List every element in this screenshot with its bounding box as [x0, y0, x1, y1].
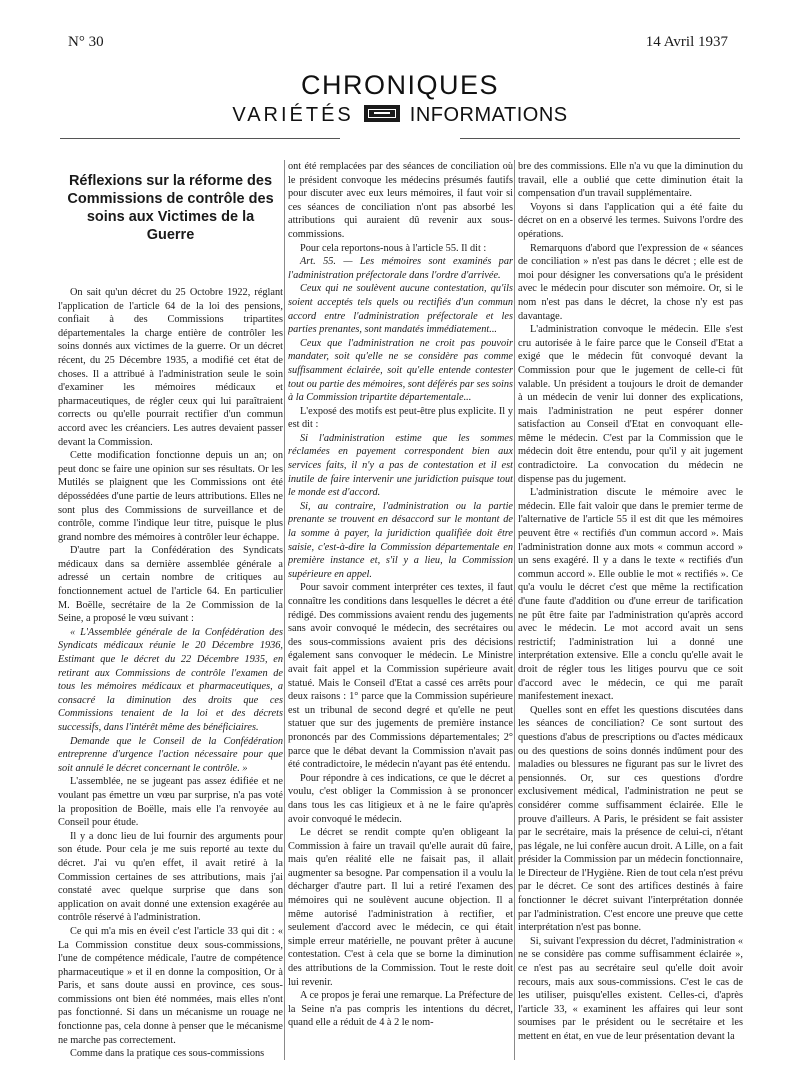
- ornament-icon: [364, 105, 400, 122]
- article-column-1: [58, 172, 283, 1072]
- article-column-2: [288, 160, 513, 1060]
- quote-paragraph: « L'Assemblée générale de la Confédération des Syndicats médicaux réunie le 20 Décembre 1936, Estimant que le décret du 22 Décembre 1935, en retirant aux Commissions de contrôle l'examen de tous les mémoires médicaux et pharmaceutiques, a consacré la diminution des droits que ces Commissions tenaient de la loi et des décrets successifs, dans l'intérêt même des bénéficiaires.: [58, 626, 283, 733]
- paragraph: L'assemblée, ne se jugeant pas assez édifiée et ne voulant pas émettre un vœu par surprise, n'a pas voté la proposition de Boëlle, mais elle l'a renvoyée au Conseil pour étude.: [58, 776, 283, 829]
- quote-paragraph: Si, au contraire, l'administration ou la partie prenante se trouvent en désaccord sur le montant de la somme à payer, la juridiction qualifiée doit être saisie, c'est-à-dire la Commission départementale en première instance et, s'il y a lieu, la Commission supérieure en appel.: [288, 500, 513, 580]
- quote-paragraph: Demande que le Conseil de la Confédération entreprenne d'urgence l'action nécessaire pour que soit annulé le décret concernant le contrôle. »: [58, 735, 283, 774]
- column-divider: [514, 160, 515, 1060]
- masthead-right-word: INFORMATIONS: [409, 104, 568, 126]
- quote-paragraph: Si l'administration estime que les sommes réclamées en payement correspondent bien aux services faits, il n'y a pas de contestation et il est inutile de faire intervenir une juridiction puisque tout le monde est d'accord.: [288, 432, 513, 499]
- paragraph: Le décret se rendit compte qu'en obligeant la Commission à faire un travail qu'elle aurait dû faire, mais qu'en réalité elle ne faisait pas, il allait augmenter sa besogne. Par compensation il a voulu la décharger d'autre part. Il lui a retiré l'examen des mémoires qui ne soulèvent aucune objection. Il a même autorisé l'administration à rectifier, et seulement d'accord avec le médecin, ce qui était simple erreur matérielle, ne pouvant prêter à aucune contestation. C'est à cela que se borne la diminution des attributions de la Commission. Tout le reste doit lui revenir.: [288, 827, 513, 988]
- paragraph: Si, suivant l'expression du décret, l'administration « ne se considère pas comme suffisamment éclairée », ce n'est pas au secrétaire seul qu'elle doit avoir recours, mais aux sous-commissions. C'est le cas de les utiliser, puisqu'elles existent. Celles-ci, d'après l'article 33, « examinent les affaires qui leur sont soumises par le président ou le secrétaire et les mettent en état, en vue de leur présentation devant la: [518, 935, 743, 1042]
- issue-number: N° 30: [68, 34, 104, 50]
- quote-paragraph: Art. 55. — Les mémoires sont examinés par l'administration préfectorale dans l'ordre d'arrivée.: [288, 256, 513, 281]
- masthead-left-word: VARIÉTÉS: [232, 104, 354, 126]
- masthead-title: CHRONIQUES: [300, 70, 499, 100]
- paragraph: Il y a donc lieu de lui fournir des arguments pour son étude. Pour cela je me suis reporté au texte du décret. J'ai vu qu'en effet, il avait retiré à la Commission certaines de ses attributions, mais j'ai constaté avec quelque surprise que dans son application on avait donné une extension exagérée au contrôle réservé à l'administration.: [58, 830, 283, 924]
- masthead-rule-left: [60, 138, 340, 139]
- paragraph: On sait qu'un décret du 25 Octobre 1922, réglant l'application de l'article 64 de la loi des pensions, confiait à des Commissions tripartites départementales la charge entière de contrôler les soins donnés aux victimes de la guerre. Or un décret récent, du 25 Décembre 1935, a modifié cet état de choses. Il a attribué à l'administration seule le soin d'examiner les mémoires médicaux et pharmaceutiques, de régler ceux qui lui paraîtraient corrects ou qu'elle pourrait rectifier d'un commun accord avec les créanciers. Les autres devaient passer devant la Commission.: [58, 287, 283, 448]
- column-divider: [284, 160, 285, 1060]
- paragraph: A ce propos je ferai une remarque. La Préfecture de la Seine n'a pas compris les intentions du décret, quand elle a réduit de 4 à 2 le nom-: [288, 990, 513, 1029]
- paragraph: Comme dans la pratique ces sous-commissions: [70, 1048, 265, 1060]
- paragraph: Pour répondre à ces indications, ce que le décret a voulu, c'est obliger la Commission à se prononcer dans tous les cas litigieux et à ne le faire qu'après avoir convoqué le médecin.: [288, 772, 513, 825]
- paragraph: Quelles sont en effet les questions discutées dans les séances de conciliation? Ce sont surtout des questions d'abus de prescriptions ou d'actes médicaux ou des questions de soins donnés indûment pour des maladies ou blessures ne figurant pas sur le livret des pensionnés. Or, sur ces questions d'ordre exclusivement médical, l'administration ne peut se considérer comme suffisamment éclairée. Elle le prouve d'ailleurs. A Paris, le président se fait assister par le secrétaire, mais la présence de celui-ci, n'étant pas légale, ne lui confère aucun droit. A Lille, on a fait présider la Commission par un médecin fonctionnaire, le Directeur de l'Hygiène. Rien de tout cela n'est prévu par le décret. Ce sont des artifices destinés à faire fonctionner le décret suivant l'interprétation donnée par l'administration. C'est encore une preuve que cette interprétation n'est pas bonne.: [518, 704, 743, 934]
- paragraph: L'administration convoque le médecin. Elle s'est cru autorisée à le faire parce que le Conseil d'Etat a exigé que le médecin fût convoqué devant la Commission pour que le jugement de celle-ci fût valable. Un président a toujours le droit de demander à un médecin de venir lui donner des explications, mais l'administration ne peut espérer donner satisfaction au Conseil d'Etat en convoquant elle-même le médecin. C'est par la Commission que le médecin doit être entendu, pour qu'il y ait jugement contradictoire. La convocation du médecin ne dispense pas du jugement.: [518, 324, 743, 485]
- masthead-rule-right: [460, 138, 740, 139]
- article-title: Réflexions sur la réforme des Commissions de contrôle des soins aux Victimes de la Guerre: [67, 173, 274, 243]
- paragraph: bre des commissions. Elle n'a vu que la diminution du travail, elle a oublié que cette diminution était la compensation d'un travail supplémentaire.: [518, 161, 743, 200]
- paragraph: Pour savoir comment interpréter ces textes, il faut connaître les conditions dans lesquelles le décret a été rédigé. Des commissions avaient rendu des jugements sans avoir convoqué le médecin, des secrétaires ou des sous-commissions avaient pris des décisions également sans convoquer le médecin. Le Ministre avait fait appel et la Commission supérieure avait statué. Mais le Conseil d'Etat a cassé ces arrêts pour deux raisons : 1° parce que la Commission supérieure est un tribunal de second degré et qu'elle ne peut statuer que sur des jugements de première instance prononcés par des Commissions départementales; 2° parce que le débat devant la Commission n'avait pas été contradictoire, le médecin n'ayant pas été entendu.: [288, 582, 513, 771]
- paragraph: D'autre part la Confédération des Syndicats médicaux dans sa dernière assemblée générale a adressé un certain nombre de critiques au fonctionnement actuel de l'article 64. En particulier M. Boëlle, secrétaire de la 2e Commission de la Seine, a proposé le vœu suivant :: [58, 545, 283, 625]
- quote-paragraph: Ceux que l'administration ne croit pas pouvoir mandater, soit qu'elle ne se considère pas comme suffisamment éclairée, soit qu'elle entende contester tout ou partie des mémoires, sont déférés par ses soins à la Commission tripartite départementale...: [288, 337, 513, 404]
- paragraph: ont été remplacées par des séances de conciliation où le président convoque les médecins présumés fautifs pour discuter avec eux leurs mémoires, il faut voir si ces séances de conciliation n'ont pas absorbé les attributions qui auraient dû revenir aux sous-commissions.: [288, 161, 513, 240]
- paragraph: Remarquons d'abord que l'expression de « séances de conciliation » n'est pas dans le décret ; elle est de moi pour désigner les conversations qu'a le président avec le médecin pour discuter son mémoire. Or, si le nom n'est pas dans le décret, la chose n'y est pas davantage.: [518, 242, 743, 322]
- paragraph: Pour cela reportons-nous à l'article 55. Il dit :: [300, 242, 487, 254]
- masthead-subtitle: [0, 104, 800, 127]
- paragraph: L'administration discute le mémoire avec le médecin. Elle fait valoir que dans le premier terme de l'alternative de l'article 55 il est dit que les mémoires peuvent être « rectifiés d'un commun accord ». Mais l'administration donne aux mots « commun accord » un sens exagéré. Il y a dans le texte « rectifiés d'un commun accord ». Elle oublie le mot « rectifiés ». Ce qu'a voulu le décret c'est que même la rectification d'une faute d'addition ou d'une erreur de tarification ne pût être faite par l'administration qu'après accord avec le médecin. Le mot accord avait un sens restrictif; l'administration lui a donné une interprétation extensive. Elle a conclu qu'elle avait le droit de régler tous les litiges pourvu que ce soit d'accord avec le médecin, ce qui me paraît manifestement inexact.: [518, 487, 743, 703]
- paragraph: Cette modification fonctionne depuis un an; on peut donc se faire une opinion sur ses résultats. Or les Mutilés se plaignent que les Commissions ont été dépossédées d'une partie de leurs attributions. Elles ne sont plus des Commissions de surveillance et de contrôle, comme l'indique leur titre, puisque le plus grand nombre des mémoires à contrôler leur échappe.: [58, 450, 283, 543]
- quote-paragraph: Ceux qui ne soulèvent aucune contestation, qu'ils soient acceptés tels quels ou rectifiés d'un commun accord entre l'administration préfectorale et les parties prenantes, sont mandatés immédiatement...: [288, 283, 513, 336]
- paragraph: L'exposé des motifs est peut-être plus explicite. Il y est dit :: [288, 405, 513, 431]
- issue-date: 14 Avril 1937: [645, 34, 728, 50]
- paragraph: Ce qui m'a mis en éveil c'est l'article 33 qui dit : « La Commission constitue deux sous-commissions, l'une de compétence médicale, l'autre de compétence pharmaceutique » et il en donne la composition, Or à Paris, et sans doute aussi en province, ces sous-commissions ont bien été nommées, mais elles n'ont pas fonctionné. Si dans un mécanisme un rouage ne fonctionne pas, cela donne à penser que le mécanisme ne marche pas correctement.: [58, 925, 283, 1046]
- article-column-3: [518, 160, 743, 1060]
- paragraph: Voyons si dans l'application qui a été faite du décret on en a observé les termes. Suivons l'ordre des opérations.: [518, 201, 743, 240]
